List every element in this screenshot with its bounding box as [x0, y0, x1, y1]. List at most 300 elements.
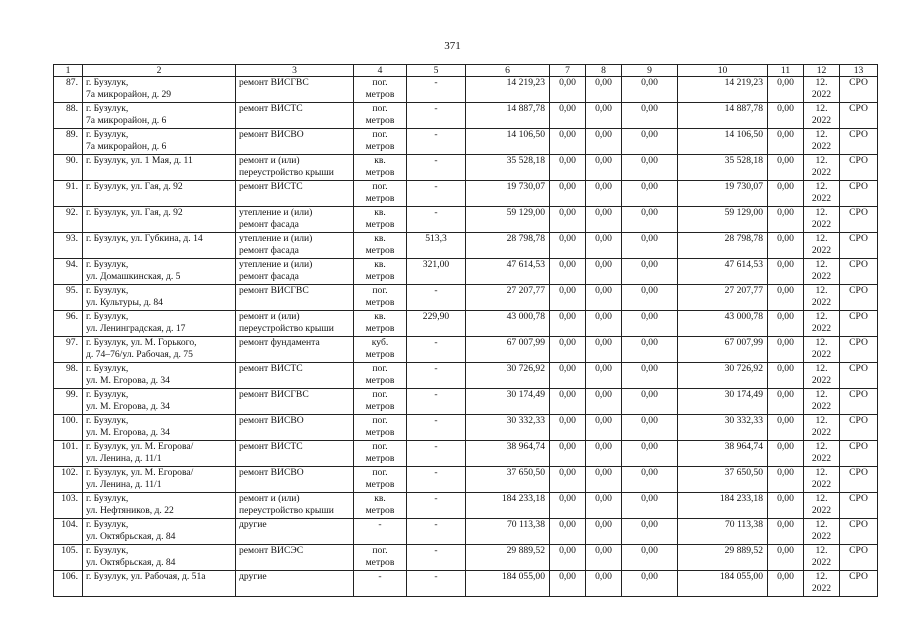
address-cell-line: г. Бузулук, ул. Гая, д. 92 — [86, 181, 183, 192]
period-cell-line: 2022 — [811, 323, 832, 334]
col11-cell: 0,00 — [768, 519, 804, 545]
col8-cell: 0,00 — [586, 259, 622, 285]
total-cost-cell: 30 726,92 — [466, 363, 550, 389]
unit-cell-line: метров — [365, 167, 395, 178]
quantity-cell: - — [407, 129, 466, 155]
source-cell: СРО — [840, 129, 878, 155]
column-header-5: 5 — [407, 65, 466, 77]
quantity-cell: 229,90 — [407, 311, 466, 337]
work-type-cell-line: ремонт ВИСТС — [239, 363, 303, 374]
period-cell — [804, 545, 840, 571]
unit-cell — [354, 493, 407, 519]
address-cell-line: ул. Культуры, д. 84 — [86, 297, 163, 308]
row-number: 97. — [54, 337, 83, 363]
column-header-4: 4 — [354, 65, 407, 77]
address-cell-line: г. Бузулук, — [86, 103, 129, 114]
address-cell — [83, 285, 236, 311]
col7-cell: 0,00 — [550, 259, 586, 285]
table-row — [54, 467, 878, 493]
source-cell: СРО — [840, 571, 878, 597]
address-cell-line: г. Бузулук, — [86, 129, 129, 140]
col8-cell: 0,00 — [586, 207, 622, 233]
total-cost-cell: 27 207,77 — [466, 285, 550, 311]
period-cell-line: 12. — [815, 103, 828, 114]
period-cell — [804, 207, 840, 233]
col7-cell: 0,00 — [550, 571, 586, 597]
address-cell — [83, 415, 236, 441]
address-cell — [83, 259, 236, 285]
address-cell — [83, 103, 236, 129]
work-type-cell-line: ремонт ВИСВО — [239, 415, 304, 426]
total-cost-cell: 59 129,00 — [466, 207, 550, 233]
col8-cell: 0,00 — [586, 129, 622, 155]
unit-cell-line: метров — [365, 271, 395, 282]
col10-cell: 30 332,33 — [678, 415, 768, 441]
col7-cell: 0,00 — [550, 441, 586, 467]
period-cell-line: 2022 — [811, 115, 832, 126]
table-row — [54, 155, 878, 181]
source-cell: СРО — [840, 259, 878, 285]
table-row — [54, 311, 878, 337]
period-cell — [804, 363, 840, 389]
period-cell-line: 12. — [815, 363, 828, 374]
col9-cell: 0,00 — [622, 77, 678, 103]
source-cell: СРО — [840, 181, 878, 207]
period-cell-line: 2022 — [811, 219, 832, 230]
work-type-cell-line: ремонт ВИСТС — [239, 441, 303, 452]
address-cell-line: г. Бузулук, ул. Рабочая, д. 51а — [86, 571, 206, 582]
column-header-9: 9 — [622, 65, 678, 77]
address-cell-line: г. Бузулук, — [86, 311, 129, 322]
col7-cell: 0,00 — [550, 493, 586, 519]
address-cell-line: 7а микрорайон, д. 6 — [86, 115, 167, 126]
period-cell — [804, 571, 840, 597]
work-type-cell — [236, 103, 354, 129]
table-body — [54, 77, 878, 597]
col9-cell: 0,00 — [622, 129, 678, 155]
unit-cell-line: метров — [365, 115, 395, 126]
total-cost-cell: 14 219,23 — [466, 77, 550, 103]
address-cell — [83, 441, 236, 467]
unit-cell-line: метров — [365, 297, 395, 308]
col11-cell: 0,00 — [768, 233, 804, 259]
address-cell — [83, 571, 236, 597]
unit-cell — [354, 285, 407, 311]
period-cell — [804, 467, 840, 493]
row-number: 92. — [54, 207, 83, 233]
period-cell-line: 12. — [815, 441, 828, 452]
unit-cell — [354, 207, 407, 233]
period-cell — [804, 519, 840, 545]
unit-cell-line: метров — [365, 375, 395, 386]
work-type-cell — [236, 181, 354, 207]
table-row — [54, 207, 878, 233]
col7-cell: 0,00 — [550, 129, 586, 155]
period-cell-line: 12. — [815, 545, 828, 556]
col7-cell: 0,00 — [550, 181, 586, 207]
col8-cell: 0,00 — [586, 311, 622, 337]
quantity-cell: 321,00 — [407, 259, 466, 285]
address-cell-line: ул. Октябрьская, д. 84 — [86, 557, 176, 568]
source-cell: СРО — [840, 77, 878, 103]
period-cell — [804, 493, 840, 519]
col7-cell: 0,00 — [550, 285, 586, 311]
unit-cell-line: пог. — [372, 129, 388, 140]
total-cost-cell: 14 887,78 — [466, 103, 550, 129]
col11-cell: 0,00 — [768, 129, 804, 155]
unit-cell-line: метров — [365, 89, 395, 100]
col8-cell: 0,00 — [586, 337, 622, 363]
unit-cell-line: - — [378, 571, 382, 582]
address-cell — [83, 181, 236, 207]
address-cell — [83, 467, 236, 493]
address-cell — [83, 493, 236, 519]
quantity-cell: - — [407, 181, 466, 207]
work-type-cell-line: ремонт ВИСВО — [239, 467, 304, 478]
unit-cell-line: пог. — [372, 467, 388, 478]
work-type-cell-line: утепление и (или) — [239, 259, 313, 270]
work-type-cell — [236, 467, 354, 493]
col8-cell: 0,00 — [586, 155, 622, 181]
period-cell — [804, 389, 840, 415]
address-cell-line: г. Бузулук, — [86, 363, 129, 374]
address-cell-line: ул. М. Егорова, д. 34 — [86, 427, 170, 438]
period-cell — [804, 337, 840, 363]
col8-cell: 0,00 — [586, 285, 622, 311]
col9-cell: 0,00 — [622, 155, 678, 181]
column-header-13: 13 — [840, 65, 878, 77]
work-type-cell — [236, 129, 354, 155]
address-cell-line: г. Бузулук, ул. М. Горького, — [86, 337, 197, 348]
period-cell-line: 2022 — [811, 557, 832, 568]
col7-cell: 0,00 — [550, 545, 586, 571]
col7-cell: 0,00 — [550, 311, 586, 337]
unit-cell-line: метров — [365, 323, 395, 334]
address-cell-line: 7а микрорайон, д. 29 — [86, 89, 172, 100]
col10-cell: 19 730,07 — [678, 181, 768, 207]
address-cell-line: г. Бузулук, ул. М. Егорова/ — [86, 467, 194, 478]
row-number: 103. — [54, 493, 83, 519]
col9-cell: 0,00 — [622, 181, 678, 207]
col11-cell: 0,00 — [768, 207, 804, 233]
col11-cell: 0,00 — [768, 77, 804, 103]
col11-cell: 0,00 — [768, 155, 804, 181]
unit-cell — [354, 155, 407, 181]
quantity-cell: 513,3 — [407, 233, 466, 259]
work-type-cell-line: переустройство крыши — [239, 167, 334, 178]
unit-cell — [354, 441, 407, 467]
period-cell-line: 2022 — [811, 583, 832, 594]
table-row — [54, 337, 878, 363]
work-type-cell-line: ремонт ВИСТС — [239, 103, 303, 114]
col7-cell: 0,00 — [550, 389, 586, 415]
col7-cell: 0,00 — [550, 233, 586, 259]
col8-cell: 0,00 — [586, 233, 622, 259]
source-cell: СРО — [840, 285, 878, 311]
work-type-cell-line: ремонт и (или) — [239, 493, 300, 504]
work-type-cell-line: ремонт и (или) — [239, 155, 300, 166]
table-row — [54, 441, 878, 467]
row-number: 100. — [54, 415, 83, 441]
unit-cell-line: пог. — [372, 441, 388, 452]
period-cell-line: 12. — [815, 77, 828, 88]
col9-cell: 0,00 — [622, 259, 678, 285]
row-number: 88. — [54, 103, 83, 129]
col11-cell: 0,00 — [768, 571, 804, 597]
address-cell-line: ул. Домашкинская, д. 5 — [86, 271, 181, 282]
source-cell: СРО — [840, 337, 878, 363]
unit-cell — [354, 311, 407, 337]
work-type-cell-line: ремонт ВИСГВС — [239, 77, 309, 88]
col10-cell: 184 055,00 — [678, 571, 768, 597]
period-cell-line: 2022 — [811, 193, 832, 204]
period-cell — [804, 285, 840, 311]
col9-cell: 0,00 — [622, 311, 678, 337]
column-header-7: 7 — [550, 65, 586, 77]
work-type-cell-line: ремонт ВИСЭС — [239, 545, 304, 556]
period-cell-line: 2022 — [811, 505, 832, 516]
unit-cell-line: метров — [365, 479, 395, 490]
unit-cell-line: пог. — [372, 285, 388, 296]
unit-cell-line: метров — [365, 193, 395, 204]
period-cell — [804, 129, 840, 155]
address-cell-line: ул. М. Егорова, д. 34 — [86, 401, 170, 412]
work-type-cell — [236, 493, 354, 519]
address-cell-line: г. Бузулук, — [86, 415, 129, 426]
row-number: 98. — [54, 363, 83, 389]
period-cell — [804, 103, 840, 129]
page-number: 371 — [444, 40, 461, 52]
total-cost-cell: 19 730,07 — [466, 181, 550, 207]
unit-cell — [354, 389, 407, 415]
unit-cell-line: метров — [365, 349, 395, 360]
col9-cell: 0,00 — [622, 389, 678, 415]
unit-cell — [354, 571, 407, 597]
col7-cell: 0,00 — [550, 415, 586, 441]
unit-cell-line: пог. — [372, 415, 388, 426]
unit-cell-line: метров — [365, 219, 395, 230]
table-row — [54, 571, 878, 597]
unit-cell-line: кв. — [374, 311, 386, 322]
col11-cell: 0,00 — [768, 363, 804, 389]
column-header-2: 2 — [83, 65, 236, 77]
unit-cell-line: кв. — [374, 259, 386, 270]
col8-cell: 0,00 — [586, 441, 622, 467]
period-cell-line: 12. — [815, 311, 828, 322]
row-number: 87. — [54, 77, 83, 103]
quantity-cell: - — [407, 155, 466, 181]
col9-cell: 0,00 — [622, 545, 678, 571]
table-row — [54, 545, 878, 571]
col9-cell: 0,00 — [622, 285, 678, 311]
period-cell-line: 2022 — [811, 479, 832, 490]
period-cell — [804, 259, 840, 285]
address-cell-line: г. Бузулук, ул. Гая, д. 92 — [86, 207, 183, 218]
address-cell-line: ул. Ленина, д. 11/1 — [86, 479, 162, 490]
row-number: 105. — [54, 545, 83, 571]
total-cost-cell: 70 113,38 — [466, 519, 550, 545]
source-cell: СРО — [840, 493, 878, 519]
work-type-cell-line: ремонт ВИСВО — [239, 129, 304, 140]
period-cell — [804, 77, 840, 103]
address-cell-line: ул. Октябрьская, д. 84 — [86, 531, 176, 542]
col8-cell: 0,00 — [586, 181, 622, 207]
period-cell-line: 2022 — [811, 297, 832, 308]
unit-cell — [354, 363, 407, 389]
unit-cell-line: кв. — [374, 233, 386, 244]
work-type-cell-line: ремонт фундамента — [239, 337, 320, 348]
quantity-cell: - — [407, 103, 466, 129]
col7-cell: 0,00 — [550, 207, 586, 233]
col9-cell: 0,00 — [622, 415, 678, 441]
col10-cell: 27 207,77 — [678, 285, 768, 311]
table-row — [54, 259, 878, 285]
col9-cell: 0,00 — [622, 207, 678, 233]
col7-cell: 0,00 — [550, 337, 586, 363]
address-cell-line: ул. Нефтяников, д. 22 — [86, 505, 174, 516]
unit-cell-line: куб. — [371, 337, 389, 348]
col10-cell: 14 219,23 — [678, 77, 768, 103]
col11-cell: 0,00 — [768, 103, 804, 129]
period-cell-line: 2022 — [811, 245, 832, 256]
quantity-cell: - — [407, 77, 466, 103]
unit-cell-line: метров — [365, 141, 395, 152]
row-number: 96. — [54, 311, 83, 337]
period-cell — [804, 155, 840, 181]
source-cell: СРО — [840, 415, 878, 441]
row-number: 95. — [54, 285, 83, 311]
work-type-cell — [236, 545, 354, 571]
unit-cell — [354, 233, 407, 259]
col9-cell: 0,00 — [622, 493, 678, 519]
column-header-11: 11 — [768, 65, 804, 77]
period-cell-line: 2022 — [811, 453, 832, 464]
period-cell-line: 12. — [815, 415, 828, 426]
unit-cell-line: метров — [365, 427, 395, 438]
col9-cell: 0,00 — [622, 233, 678, 259]
period-cell-line: 12. — [815, 389, 828, 400]
work-type-cell — [236, 207, 354, 233]
period-cell-line: 2022 — [811, 271, 832, 282]
work-type-cell — [236, 233, 354, 259]
period-cell-line: 12. — [815, 129, 828, 140]
col11-cell: 0,00 — [768, 389, 804, 415]
work-type-cell — [236, 337, 354, 363]
col8-cell: 0,00 — [586, 519, 622, 545]
quantity-cell: - — [407, 519, 466, 545]
address-cell — [83, 545, 236, 571]
col11-cell: 0,00 — [768, 181, 804, 207]
period-cell-line: 2022 — [811, 89, 832, 100]
source-cell: СРО — [840, 519, 878, 545]
column-header-6: 6 — [466, 65, 550, 77]
row-number: 90. — [54, 155, 83, 181]
col9-cell: 0,00 — [622, 441, 678, 467]
total-cost-cell: 29 889,52 — [466, 545, 550, 571]
row-number: 91. — [54, 181, 83, 207]
work-type-cell-line: другие — [239, 519, 267, 530]
source-cell: СРО — [840, 441, 878, 467]
address-cell-line: д. 74–76/ул. Рабочая, д. 75 — [86, 349, 193, 360]
col10-cell: 70 113,38 — [678, 519, 768, 545]
col8-cell: 0,00 — [586, 103, 622, 129]
col11-cell: 0,00 — [768, 259, 804, 285]
unit-cell-line: метров — [365, 453, 395, 464]
total-cost-cell: 184 055,00 — [466, 571, 550, 597]
address-cell — [83, 389, 236, 415]
table-row — [54, 129, 878, 155]
col10-cell: 14 106,50 — [678, 129, 768, 155]
address-cell-line: г. Бузулук, — [86, 259, 129, 270]
period-cell-line: 12. — [815, 233, 828, 244]
col9-cell: 0,00 — [622, 103, 678, 129]
quantity-cell: - — [407, 285, 466, 311]
period-cell-line: 2022 — [811, 427, 832, 438]
table-row — [54, 389, 878, 415]
unit-cell-line: кв. — [374, 493, 386, 504]
address-cell-line: г. Бузулук, ул. Губкина, д. 14 — [86, 233, 203, 244]
work-type-cell-line: ремонт фасада — [239, 245, 299, 256]
col10-cell: 43 000,78 — [678, 311, 768, 337]
col7-cell: 0,00 — [550, 155, 586, 181]
row-number: 94. — [54, 259, 83, 285]
unit-cell — [354, 181, 407, 207]
col10-cell: 29 889,52 — [678, 545, 768, 571]
col10-cell: 67 007,99 — [678, 337, 768, 363]
col8-cell: 0,00 — [586, 77, 622, 103]
address-cell — [83, 207, 236, 233]
unit-cell-line: пог. — [372, 363, 388, 374]
work-type-cell — [236, 285, 354, 311]
quantity-cell: - — [407, 207, 466, 233]
table-row — [54, 233, 878, 259]
work-type-cell — [236, 519, 354, 545]
col9-cell: 0,00 — [622, 571, 678, 597]
table-row — [54, 493, 878, 519]
row-number: 102. — [54, 467, 83, 493]
work-type-cell-line: ремонт ВИСГВС — [239, 389, 309, 400]
column-header-1: 1 — [54, 65, 83, 77]
total-cost-cell: 28 798,78 — [466, 233, 550, 259]
address-cell-line: г. Бузулук, ул. 1 Мая, д. 11 — [86, 155, 193, 166]
total-cost-cell: 30 332,33 — [466, 415, 550, 441]
address-cell — [83, 129, 236, 155]
period-cell-line: 12. — [815, 571, 828, 582]
unit-cell — [354, 259, 407, 285]
work-type-cell-line: другие — [239, 571, 267, 582]
column-header-8: 8 — [586, 65, 622, 77]
unit-cell-line: - — [378, 519, 382, 530]
col8-cell: 0,00 — [586, 363, 622, 389]
work-type-cell-line: ремонт и (или) — [239, 311, 300, 322]
work-type-cell-line: ремонт ВИСТС — [239, 181, 303, 192]
col10-cell: 28 798,78 — [678, 233, 768, 259]
work-type-cell-line: утепление и (или) — [239, 233, 313, 244]
total-cost-cell: 184 233,18 — [466, 493, 550, 519]
source-cell: СРО — [840, 233, 878, 259]
table-row — [54, 285, 878, 311]
unit-cell — [354, 467, 407, 493]
period-cell-line: 12. — [815, 519, 828, 530]
address-cell — [83, 519, 236, 545]
col9-cell: 0,00 — [622, 363, 678, 389]
work-type-cell — [236, 415, 354, 441]
col11-cell: 0,00 — [768, 545, 804, 571]
total-cost-cell: 38 964,74 — [466, 441, 550, 467]
work-type-cell — [236, 571, 354, 597]
period-cell-line: 12. — [815, 207, 828, 218]
quantity-cell: - — [407, 467, 466, 493]
